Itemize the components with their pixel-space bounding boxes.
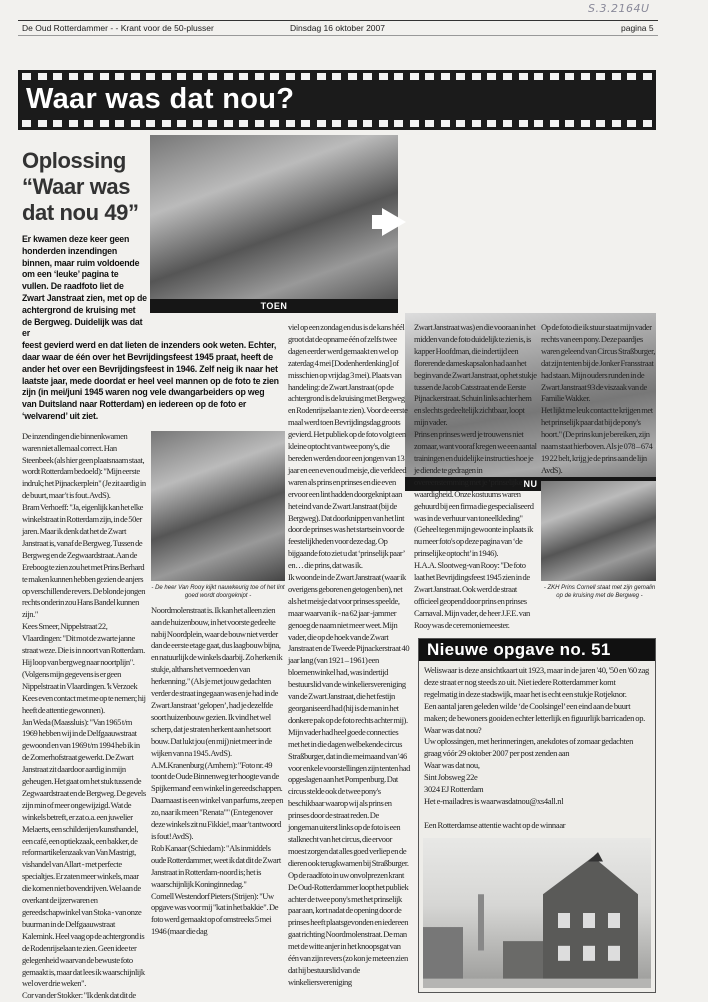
sprocket-hole bbox=[348, 120, 357, 127]
sprocket-hole bbox=[410, 73, 419, 80]
sprocket-hole bbox=[69, 120, 78, 127]
paragraph: Jan Weda (Maassluis): "Van 1965 t/m 1969 hebben wij in de Delfgaauwstraat gewoond en van 1969 t/m 1994 heb ik in de Zomerhofstraat gewerkt. De Zwart Janstraat zit daardoor aardig in mijn geheugen. Het gaat om het stuk tussen de Zegwaardstraat en de Bergweg. De gevels zijn min of meer ongewijzigd. Wat de winkels betreft, er zat o.a. een juwelier Melaerts, een schilderijen/kunsthandel, een café, een optiekzaak, een bakker, de reformartikelenzaak van Van Mastrigt, vishandel van Allart - met perfecte specialtjes. Er zaten meer winkels, maar die komen niet bovendrijven. Wel aan de overkant de ijzerwaren en gereedschapwinkel van Stoka - van onze buurman in de Delfgaauwstraat Kalemink. Heel vaag op de achtergrond is de Rodenrijselaan te zien. Geen idee ter gelegenheid waarvan de bewuste foto gemaakt is, maar dat lees ik waarschijnlijk wel over drie weken". bbox=[22, 716, 146, 989]
paragraph: viel op een zondag en dus is de kans héél groot dat de opname één of zelfs twee dagen eerder werd gemaakt en wel op zaterdag 4 mei [Dodenherdenking] of misschien op vrijdag 3 mei). Plaats van handeling: de Zwart Janstraat (op de achtergrond is de kruising met Bergweg en Rodenrijselaan te zien). Voor de eerste maal werd toen Bevrijdingsdag groots gevierd. Het publiek op de foto volgt een kleine optocht van twee pony's, die bereden werden door een jongen van 13 jaar en een even oud meisje, die verkleed waren als prins en prinses en die even ervoor een lint hadden doorgeknipt aan het eind van de Zwart Janstraat (bij de Bergweg). Dat doorknippen van het lint door de prinses was het startsein voor de feestelijkheden voor deze dag. Op bijgaande foto ziet u dat ‘prinselijk paar’ en… die prins, dat was ik. bbox=[288, 322, 408, 571]
sprocket-hole bbox=[441, 120, 450, 127]
puzzle-line: 3024 EJ Rotterdam bbox=[424, 784, 484, 795]
sprocket-hole bbox=[550, 73, 559, 80]
article-column-1 bbox=[22, 431, 146, 1002]
sprocket-hole bbox=[487, 73, 496, 80]
sprocket-hole bbox=[487, 120, 496, 127]
sprocket-hole bbox=[348, 73, 357, 80]
puzzle-line: Waar was dat nou, bbox=[424, 760, 480, 771]
then-label: TOEN bbox=[150, 299, 398, 313]
sprocket-hole bbox=[534, 73, 543, 80]
sprocket-hole bbox=[131, 120, 140, 127]
sprocket-hole bbox=[22, 120, 31, 127]
sprocket-row-bottom bbox=[22, 120, 652, 127]
sprocket-hole bbox=[425, 73, 434, 80]
sprocket-hole bbox=[224, 120, 233, 127]
sprocket-hole bbox=[301, 120, 310, 127]
new-puzzle-text bbox=[419, 661, 655, 832]
sprocket-hole bbox=[612, 73, 621, 80]
header-divider bbox=[18, 35, 658, 36]
sprocket-hole bbox=[410, 120, 419, 127]
sprocket-hole bbox=[612, 120, 621, 127]
sprocket-hole bbox=[270, 120, 279, 127]
sprocket-hole bbox=[146, 120, 155, 127]
column-5-block bbox=[541, 322, 658, 600]
article-column-4 bbox=[414, 322, 537, 632]
new-puzzle-heading: Nieuwe opgave no. 51 bbox=[419, 639, 655, 661]
left-article-block bbox=[22, 148, 284, 1002]
sprocket-hole bbox=[177, 73, 186, 80]
sprocket-hole bbox=[565, 73, 574, 80]
sprocket-hole bbox=[193, 73, 202, 80]
paragraph: A.M.Kranenburg (Arnhem): "Foto nr. 49 toont de Oude Binnenweg ter hoogte van de Spijkermand' een winkel in gereedschappen. Daarnaast is een winkel van parfums, zeep en zo, naar ik meen "Renata"" (En tegenover deze winkels zit nu Fikkie!, maar 't antwoord is fout! AvdS). bbox=[151, 759, 284, 841]
sprocket-hole bbox=[84, 73, 93, 80]
paragraph: Zwart Janstraat was) en die vooraan in het midden van de foto duidelijk te zien is, is kapper Hoofdman, die indertijd een florerende dameskapsalon had aan het begin van de Zwart Janstraat, op het stukje tussen de Jacob Catsstraat en de Eerste Pijnackerstraat. Schuin links achter hem en slechts gedeeltelijk zichtbaar, loopt mijn vader. bbox=[414, 322, 537, 428]
sprocket-hole bbox=[581, 73, 590, 80]
sprocket-hole bbox=[596, 120, 605, 127]
sprocket-hole bbox=[643, 120, 652, 127]
paragraph: Noordmolenstraat is. Ik kan het alleen zien aan de huizenbouw, in het voorste gedeelte nabij Noordplein, waar de bouw niet verder dan de eerste etage gaat, dus laagbouw bijna, en natuurlijk de winkels daarbij. Zo herken ik stukje, althans het vermoeden van herkenning." (Als je met jouw gedachten verder de straat ingegaan was en je had in de Zwart Janstraat ‘gelopen’, had je dezelfde soort huizenbouw gezien. Ik vind het wel scherp, dat je straten herkent aan het soort bouw. Dat lukt jou (en mij) niet meer in de wijken van na 1945. AvdS). bbox=[151, 604, 283, 758]
sprocket-hole bbox=[69, 73, 78, 80]
sprocket-hole bbox=[581, 120, 590, 127]
sprocket-hole bbox=[22, 73, 31, 80]
sprocket-hole bbox=[472, 73, 481, 80]
sprocket-hole bbox=[379, 120, 388, 127]
sprocket-hole bbox=[162, 73, 171, 80]
photo-prins bbox=[541, 481, 656, 581]
sprocket-hole bbox=[239, 73, 248, 80]
puzzle-line: Een aantal jaren geleden wilde ‘de Coolsingel’ een eind aan de buurt maken; de bewoners gooiden echter letterlijk en figuurlijk barricaden op. bbox=[424, 700, 645, 723]
sprocket-hole bbox=[627, 120, 636, 127]
sprocket-hole bbox=[146, 73, 155, 80]
sprocket-hole bbox=[53, 73, 62, 80]
paragraph: Cor van der Stokker: "Ik denk dat dit de bbox=[22, 990, 136, 1001]
arrow-right-icon bbox=[382, 208, 406, 236]
sprocket-hole bbox=[53, 120, 62, 127]
sprocket-hole bbox=[317, 120, 326, 127]
sprocket-hole bbox=[286, 120, 295, 127]
issue-date: Dinsdag 16 oktober 2007 bbox=[290, 23, 385, 33]
paragraph: Rob Kanaar (Schiedam): "Als inmiddels oude Rotterdammer, weet ik dat dit de Zwart Janstraat in Rotterdam-noord is; het is waarschijnlijk Koninginnedag." bbox=[151, 842, 281, 889]
sprocket-hole bbox=[115, 120, 124, 127]
sprocket-hole bbox=[519, 120, 528, 127]
column-2-block bbox=[151, 431, 285, 1002]
intro-wide: feest gevierd werd en dat lieten de inzenders ook weten. Echter, daar waar de één over het Bevrijdingsfeest 1945 praat, heeft de ander het over een Bevrijdingsfeest in 1946. Zelf neig ik naar het laatste jaar, mede doordat er heel veel mannen op de foto te zien zijn (in mei/juni 1945 waren nog vele dwangarbeiders op weg van Duitsland naar Rotterdam) en iedereen op de foto er ‘welvarend’ uit ziet. bbox=[22, 340, 279, 421]
paragraph: Het lijkt me leuk contact te krijgen met het prinselijk paar dat bij de pony's hoort." (De prins kun je bereiken, zijn naam staat hierboven. Als je 078 – 674 19 22 belt, krijg je de prins aan de lijn AvdS). bbox=[541, 405, 653, 475]
sprocket-hole bbox=[550, 120, 559, 127]
paragraph: Bram Verhoeff: "Ja, eigenlijk kan het elke winkelstraat in Rotterdam zijn, in de 50er jaren. Maar ik denk dat het de Zwart Janstraat is, vanaf de Bergweg. Tussen de Bergweg en de Zegwaardstraat. Aan de Ereboog te zien zou het met Prins Berhard te maken kunnen hebben gezien de anjers op verschillende revers. De blonde jongen rechts onderin zou Hans Bandel kunnen zijn." bbox=[22, 502, 146, 620]
sprocket-hole bbox=[627, 73, 636, 80]
sprocket-hole bbox=[472, 120, 481, 127]
article-heading: Oplossing “Waar was dat nou 49” bbox=[22, 148, 139, 225]
sprocket-hole bbox=[363, 73, 372, 80]
sprocket-hole bbox=[596, 73, 605, 80]
article-column-2 bbox=[151, 605, 285, 938]
caption-prins: - ZKH Prins Cornell staat met zijn gemalin op de kruising met de Bergweg - bbox=[543, 584, 656, 599]
paragraph: Op de raadfoto in uw onvolprezen krant De Oud-Rotterdammer loopt het publiek achter de twee pony's met het prinselijk paar aan, kort nadat de opening door de prinses heeft plaatsgevonden en iedereen gaat richting Noordmolenstraat. De man met de witte anjer in het knoopsgat van één van zijn revers (zo kon je meteen zien dat hij bestuurslid van de winkeliersvereniging bbox=[288, 869, 409, 987]
photo-van-rooy bbox=[151, 431, 285, 581]
sprocket-hole bbox=[100, 120, 109, 127]
puzzle-line: Een Rotterdamse attentie wacht op de winnaar bbox=[424, 819, 566, 830]
paragraph: Cornell Westendorf Pieters (Strijen): "Uw opgave was voor mij "kat in het bakkie". De foto werd gemaakt op of omstreeks 5 mei 1946 (maar die dag bbox=[151, 890, 279, 937]
sprocket-hole bbox=[286, 73, 295, 80]
sprocket-hole bbox=[317, 73, 326, 80]
paragraph: De inzendingen die binnenkwamen waren niet allemaal correct. Han Steenbeek (als hier geen plaatsnaam staat, wordt Rotterdam bedoeld): "Mijn eerste indruk; het Pijnackerplein" (Je zit aardig in de buurt, maar 't is fout. AvdS). bbox=[22, 430, 146, 501]
sprocket-hole bbox=[38, 120, 47, 127]
sprocket-hole bbox=[534, 120, 543, 127]
sprocket-hole bbox=[162, 120, 171, 127]
article-column-3 bbox=[288, 322, 410, 989]
sprocket-hole bbox=[100, 73, 109, 80]
sprocket-hole bbox=[363, 120, 372, 127]
paragraph: Ik woonde in de Zwart Janstraat (waar ik overigens geboren en getogen ben), net als het meisje dat voor prinses speelde, maar waarvan ik - na 62 jaar -jammer genoeg de naam niet meer weet. Mijn vader, die op de hoek van de Zwart Janstraat en de Tweede Pijnackerstraat 40 jaar lang (van 1921 – 1961) een bloemenwinkel had, was indertijd bestuurslid van de winkeliersvereniging van de Zwart Janstraat, die het festijn georganiseerd had (hij is de man in het donkere pak op de foto rechts achter mij). Mijn vader had heel goede connecties met het in die dagen welbekende circus Straßburger, dat in die meimaand van '46 voor enkele voorstellingen zijn tenten had opgeslagen aan het Pompenburg. Dat circus stelde ook de twee pony's beschikbaar waarop wij als prins en prinses door de straat reden. De jongeman uiterst links op de foto is een stalknecht van het circus, die ervoor moest zorgen dat alles goed verliep en de dieren ook terugkwamen bij Straßburger. bbox=[288, 572, 411, 868]
sprocket-hole bbox=[379, 73, 388, 80]
sprocket-hole bbox=[503, 73, 512, 80]
sprocket-hole bbox=[84, 120, 93, 127]
article-column-5 bbox=[541, 322, 658, 477]
film-strip-banner bbox=[18, 70, 656, 130]
sprocket-hole bbox=[503, 120, 512, 127]
house-illustration bbox=[423, 838, 651, 988]
sprocket-hole bbox=[394, 120, 403, 127]
puzzle-line: Sint Jobsweg 22e bbox=[424, 772, 478, 783]
sprocket-hole bbox=[208, 73, 217, 80]
sprocket-hole bbox=[456, 73, 465, 80]
sprocket-hole bbox=[270, 73, 279, 80]
sprocket-hole bbox=[643, 73, 652, 80]
postcard-photo bbox=[423, 838, 651, 988]
sprocket-hole bbox=[332, 120, 341, 127]
sprocket-hole bbox=[131, 73, 140, 80]
section-title: Waar was dat nou? bbox=[26, 83, 295, 115]
new-puzzle-box bbox=[418, 638, 656, 993]
header-rule bbox=[18, 20, 658, 21]
intro-narrow: Er kwamen deze keer geen honderden inzendingen binnen, maar ruim voldoende om een ‘leuke’ pagina te vullen. De raadfoto liet de Zwart Janstraat zien, met op de achtergrond de kruising met de Bergweg. Duidelijk was dat er bbox=[22, 234, 147, 339]
puzzle-line: Weliswaar is deze ansichtkaart uit 1923, maar in de jaren '40, '50 en '60 zag deze straat er nog steeds zo uit. Niet iedere Rotterdammer komt regelmatig in deze stadswijk, maar het is echt een stukje Rotjeknor. bbox=[424, 665, 649, 699]
sprocket-row-top bbox=[22, 73, 652, 80]
lower-columns bbox=[22, 431, 284, 1002]
puzzle-line: Waar was dat nou? bbox=[424, 724, 482, 735]
paragraph: Prins en prinses werd je trouwens niet zomaar, want vooraf kregen we een aantal trainingen en duidelijke instructies hoe je je diende te gedragen in overeenstemming met je ‘prinselijke’ waardigheid. Onze kostuums waren gehuurd bij een firma die gespecialiseerd was in de verhuur van toneelkleding" (Geheel tegen mijn gewoonte in plaats ik nu meer foto's op deze pagina van ‘de prinselijke optocht’ in 1946). bbox=[414, 429, 537, 559]
sprocket-hole bbox=[177, 120, 186, 127]
sprocket-hole bbox=[115, 73, 124, 80]
sprocket-hole bbox=[255, 73, 264, 80]
paragraph: Kees Smeer, Nippelstraat 22, Vlaardingen: "Dit mot de zwarte janne straat weze. Die is in noort van Rotterdam. Hij loop van bergweg naar noortplijn". (Volgens mijn gegevens is er geen Nippelstraat in Vlaardingen. 'k Verzoek Kees even contact met me op te nemen; hij heeft de attentie gewonnen). bbox=[22, 621, 146, 715]
sprocket-hole bbox=[425, 120, 434, 127]
puzzle-line bbox=[424, 808, 650, 820]
archive-stamp: S.3.2164U bbox=[588, 2, 650, 15]
sprocket-hole bbox=[456, 120, 465, 127]
sprocket-hole bbox=[38, 73, 47, 80]
sprocket-hole bbox=[208, 120, 217, 127]
now-label: NU bbox=[405, 477, 656, 491]
sprocket-hole bbox=[332, 73, 341, 80]
sprocket-hole bbox=[255, 120, 264, 127]
caption-van-rooy: - De heer Van Rooy kijkt nauwkeurig toe of het lint goed wordt doorgeknipt - bbox=[151, 584, 285, 599]
puzzle-line: Het e-mailadres is waarwasdatnou@xs4all.nl bbox=[424, 795, 564, 806]
sprocket-hole bbox=[394, 73, 403, 80]
paragraph: H.A.A. Slootweg-van Rooy: "De foto laat het Bevrijdingsfeest 1945 zien in de Zwart Janstraat. Ook werd de straat officieel geopend door prins en prinses Carnaval. Mijn vader, de heer J.F.E. van Rooy was de ceremoniemeester. bbox=[414, 560, 530, 630]
sprocket-hole bbox=[193, 120, 202, 127]
paper-name: De Oud Rotterdammer - - Krant voor de 50-plusser bbox=[22, 23, 214, 33]
sprocket-hole bbox=[239, 120, 248, 127]
sprocket-hole bbox=[224, 73, 233, 80]
sprocket-hole bbox=[301, 73, 310, 80]
sprocket-hole bbox=[441, 73, 450, 80]
page-number: pagina 5 bbox=[621, 23, 654, 33]
puzzle-line: Uw oplossingen, met herinneringen, anekdotes of zomaar gedachten graag vóór 29 oktober 2007 per post zenden aan bbox=[424, 736, 634, 759]
sprocket-hole bbox=[519, 73, 528, 80]
sprocket-hole bbox=[565, 120, 574, 127]
paragraph: Op de foto die ik stuur staat mijn vader rechts van een pony. Deze paardjes waren geleend van Circus Straßburger, dat zijn tenten bij de Jonker Fransstraat had staan. Mijn ouders runden in de Zwart Janstraat 93 de viszaak van de Familie Wakker. bbox=[541, 322, 655, 404]
